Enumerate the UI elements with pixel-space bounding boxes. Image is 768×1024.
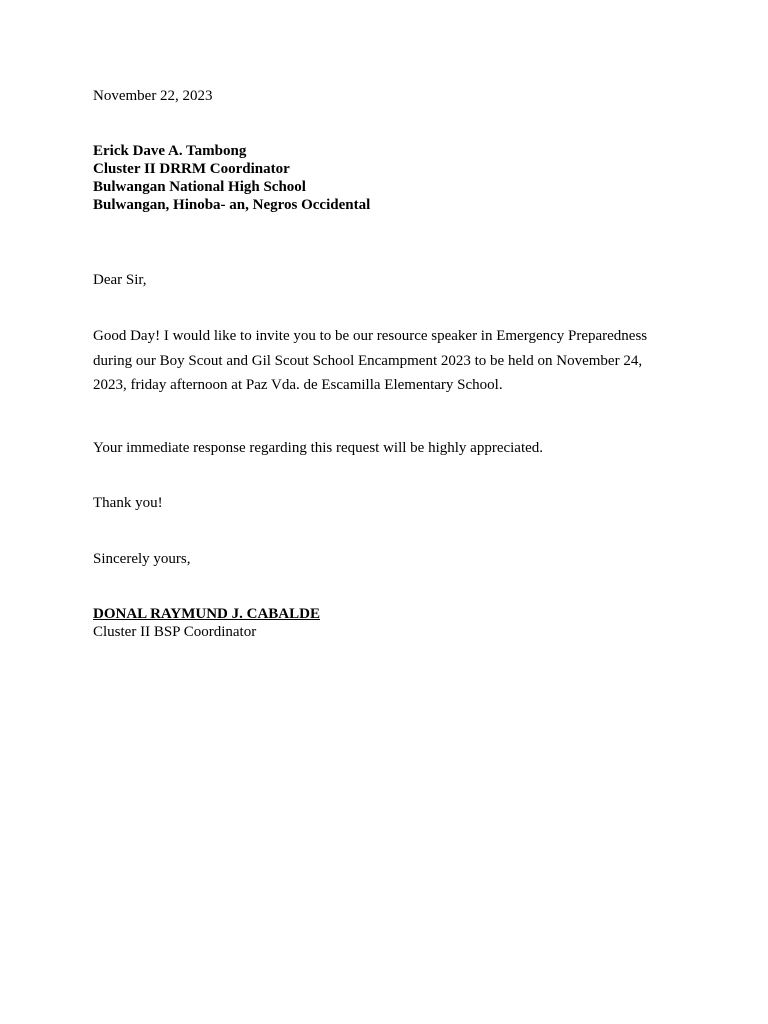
signatory-name: DONAL RAYMUND J. CABALDE [93,606,320,622]
closing: Sincerely yours, [93,551,191,567]
body-paragraph-1-line: during our Boy Scout and Gil Scout School Encampment 2023 to be held on November 24, [93,352,643,369]
letter-date: November 22, 2023 [93,88,213,104]
recipient-title: Cluster II DRRM Coordinator [93,161,290,177]
signatory-title: Cluster II BSP Coordinator [93,624,257,640]
recipient-address: Bulwangan, Hinoba- an, Negros Occidental [93,197,371,213]
thanks-line: Thank you! [93,495,163,511]
body-paragraph-1 [93,324,683,398]
body-paragraph-2: Your immediate response regarding this request will be highly appreciated. [93,440,544,456]
recipient-school: Bulwangan National High School [93,179,306,195]
body-paragraph-1-line: Good Day! I would like to invite you to be our resource speaker in Emergency Preparedness [93,328,648,344]
salutation: Dear Sir, [93,272,147,288]
recipient-name: Erick Dave A. Tambong [93,143,247,159]
body-paragraph-1-line: 2023, friday afternoon at Paz Vda. de Escamilla Elementary School. [93,377,503,393]
